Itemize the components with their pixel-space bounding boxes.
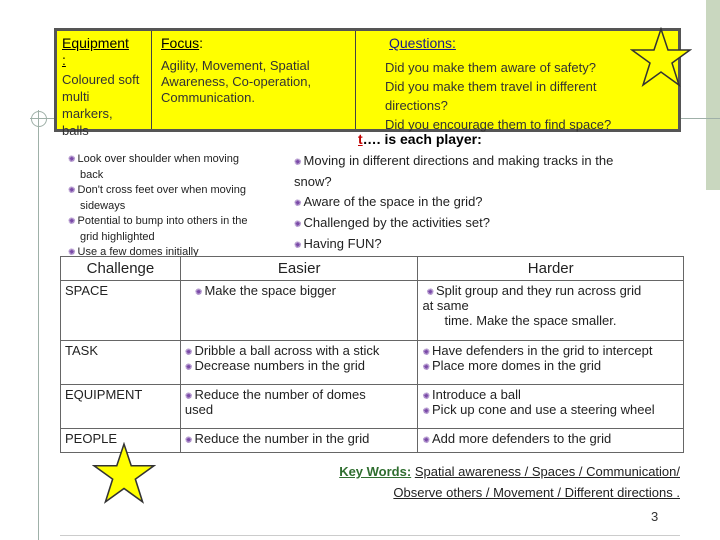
bullet-icon: ✺: [294, 157, 302, 167]
harder-cell: ✺ Have defenders in the grid to intercept ✺ Place more domes in the grid: [418, 341, 684, 385]
bullet-icon: ✺: [68, 154, 76, 164]
bullet-icon: ✺: [294, 219, 302, 229]
star-icon: [630, 27, 692, 89]
focus-line: Awareness, Co-operation,: [161, 74, 312, 89]
question-line: Did you make them aware of safety?: [385, 60, 596, 75]
bullet-icon: ✺: [294, 240, 302, 250]
focus-line: Agility, Movement, Spatial: [161, 58, 310, 73]
row-label-space: SPACE: [61, 281, 181, 341]
harder-cell: ✺ Split group and they run across grid at same time. Make the space smaller.: [418, 281, 684, 341]
easier-cell: ✺ Reduce the number in the grid: [180, 429, 418, 453]
list-item: ✺ Moving in different directions and making tracks in the: [294, 153, 614, 168]
list-item: ✺ Don't cross feet over when moving: [68, 184, 246, 196]
harder-cell: ✺ Add more defenders to the grid: [418, 429, 684, 453]
question-line: directions?: [385, 98, 448, 113]
top-info-box: [54, 28, 681, 138]
list-item: ✺ Use a few domes initially: [68, 246, 199, 256]
row-label-task: TASK: [61, 341, 181, 385]
bullet-icon: ✺: [422, 406, 431, 416]
column-header-easier: Easier: [180, 257, 418, 281]
challenge-table: [60, 256, 684, 453]
table-row: [61, 385, 684, 429]
bullet-icon: ✺: [422, 391, 431, 401]
equipment-line: markers,: [62, 106, 113, 121]
bullet-icon: ✺: [426, 287, 435, 297]
equipment-colon: :: [62, 52, 66, 68]
key-words-label: Key Words:: [339, 464, 412, 479]
equipment-line: multi: [62, 89, 90, 104]
key-words-line: Observe others / Movement / Different directions .: [393, 485, 680, 500]
row-label-people: PEOPLE: [61, 429, 181, 453]
column-header-challenge: Challenge: [61, 257, 181, 281]
easier-cell: ✺ Reduce the number of domes used: [180, 385, 418, 429]
equipment-section: [62, 35, 139, 139]
bullet-icon: ✺: [68, 185, 76, 195]
questions-section: [385, 35, 611, 134]
bullet-icon: ✺: [184, 362, 193, 372]
bullet-icon: ✺: [422, 347, 431, 357]
table-row: [61, 281, 684, 341]
list-item: sideways: [80, 199, 126, 212]
column-header-harder: Harder: [418, 257, 684, 281]
page-number: 3: [651, 509, 659, 524]
focus-section: [161, 35, 311, 106]
bullet-icon: ✺: [184, 435, 193, 445]
question-line: Did you encourage them to find space?: [385, 117, 612, 132]
bullet-icon: ✺: [422, 435, 431, 445]
player-check-heading: t…. is each player:: [358, 131, 482, 147]
list-item: ✺ Look over shoulder when moving: [68, 153, 239, 165]
bullet-icon: ✺: [68, 216, 76, 226]
list-item: ✺ Challenged by the activities set?: [294, 215, 490, 230]
player-check-list: [294, 151, 674, 255]
list-item: ✺ Potential to bump into others in the: [68, 215, 248, 227]
table-row: [61, 341, 684, 385]
list-item: grid highlighted: [80, 230, 155, 243]
equipment-line: Coloured soft: [62, 72, 140, 87]
easier-cell: ✺ Make the space bigger: [180, 281, 418, 341]
list-item: back: [80, 168, 104, 181]
decorative-vertical-line: [38, 110, 39, 540]
questions-heading: Questions:: [389, 35, 456, 51]
bullet-icon: ✺: [294, 198, 302, 208]
question-line: Did you make them travel in different: [385, 79, 597, 94]
focus-heading: Focus: [161, 35, 200, 51]
list-item: ✺ Aware of the space in the grid?: [294, 194, 483, 209]
star-icon: [92, 442, 156, 506]
easier-cell: ✺ Dribble a ball across with a stick ✺ Decrease numbers in the grid: [180, 341, 418, 385]
box-divider: [355, 31, 356, 129]
bullet-icon: ✺: [194, 287, 203, 297]
harder-cell: ✺ Introduce a ball ✺ Pick up cone and use a steering wheel: [418, 385, 684, 429]
equipment-heading: Equipment: [62, 35, 129, 51]
bullet-icon: ✺: [184, 391, 193, 401]
row-label-equipment: EQUIPMENT: [61, 385, 181, 429]
box-divider: [151, 31, 152, 129]
key-words-line: Spatial awareness / Spaces / Communication/: [414, 464, 680, 479]
side-decoration-bar: [706, 0, 720, 190]
table-header-row: [61, 257, 684, 281]
decorative-circle: [31, 111, 47, 127]
list-item: ✺ Having FUN?: [294, 236, 382, 251]
bullet-icon: ✺: [68, 247, 76, 256]
list-item: snow?: [294, 174, 332, 189]
focus-colon: :: [199, 35, 204, 51]
bullet-icon: ✺: [422, 362, 431, 372]
focus-line: Communication.: [161, 90, 255, 105]
bullet-icon: ✺: [184, 347, 193, 357]
safety-points-list: [68, 152, 283, 256]
equipment-line: balls: [62, 123, 89, 138]
footer-divider: [60, 535, 680, 536]
key-words-note: [300, 461, 680, 503]
